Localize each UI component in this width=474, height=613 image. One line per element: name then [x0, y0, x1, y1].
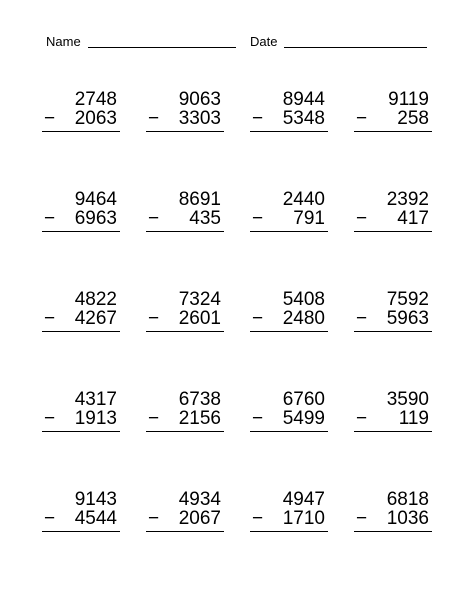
subtraction-problem	[354, 390, 432, 434]
date-blank-line[interactable]	[284, 47, 427, 48]
worksheet-header	[46, 34, 430, 50]
subtrahend: 5963	[386, 308, 429, 329]
minuend: 2440	[282, 189, 325, 210]
subtrahend: 4544	[74, 508, 117, 529]
minus-sign: −	[356, 108, 368, 129]
minuend: 9464	[74, 189, 117, 210]
subtraction-problem	[250, 190, 328, 234]
minuend: 7592	[386, 289, 429, 310]
answer-line[interactable]	[354, 331, 432, 332]
minus-sign: −	[356, 408, 368, 429]
subtrahend: 119	[398, 408, 429, 429]
subtraction-problem	[354, 290, 432, 334]
answer-line[interactable]	[146, 531, 224, 532]
answer-line[interactable]	[42, 131, 120, 132]
date-label: Date	[250, 34, 278, 49]
minus-sign: −	[356, 208, 368, 229]
subtraction-problem	[354, 90, 432, 134]
subtrahend: 791	[293, 208, 325, 229]
minus-sign: −	[148, 308, 160, 329]
minuend: 9063	[178, 89, 221, 110]
answer-line[interactable]	[250, 231, 328, 232]
subtrahend: 1036	[386, 508, 429, 529]
minus-sign: −	[44, 508, 56, 529]
subtraction-problem	[250, 490, 328, 534]
answer-line[interactable]	[146, 131, 224, 132]
minuend: 8944	[282, 89, 325, 110]
minus-sign: −	[148, 108, 160, 129]
minuend: 6818	[386, 489, 429, 510]
subtrahend: 4267	[74, 308, 117, 329]
minus-sign: −	[252, 208, 264, 229]
minuend: 9143	[74, 489, 117, 510]
subtraction-problem	[42, 90, 120, 134]
minus-sign: −	[44, 108, 56, 129]
answer-line[interactable]	[42, 331, 120, 332]
answer-line[interactable]	[146, 231, 224, 232]
answer-line[interactable]	[146, 331, 224, 332]
subtrahend: 435	[189, 208, 221, 229]
minus-sign: −	[44, 408, 56, 429]
minuend: 9119	[388, 89, 429, 110]
subtraction-problem	[354, 190, 432, 234]
minus-sign: −	[252, 408, 264, 429]
minuend: 4317	[74, 389, 117, 410]
subtraction-problem	[250, 290, 328, 334]
answer-line[interactable]	[250, 331, 328, 332]
subtraction-problem	[250, 90, 328, 134]
subtrahend: 5499	[282, 408, 325, 429]
minuend: 6738	[178, 389, 221, 410]
subtrahend: 2067	[178, 508, 221, 529]
subtraction-problem	[146, 190, 224, 234]
minus-sign: −	[252, 308, 264, 329]
answer-line[interactable]	[42, 431, 120, 432]
name-blank-line[interactable]	[88, 47, 236, 48]
subtrahend: 1913	[74, 408, 117, 429]
subtrahend: 3303	[178, 108, 221, 129]
subtrahend: 2601	[178, 308, 221, 329]
minus-sign: −	[356, 308, 368, 329]
minuend: 4934	[178, 489, 221, 510]
answer-line[interactable]	[354, 431, 432, 432]
subtraction-problem-grid	[42, 90, 434, 540]
subtrahend: 2480	[282, 308, 325, 329]
minus-sign: −	[44, 208, 56, 229]
answer-line[interactable]	[250, 531, 328, 532]
minuend: 3590	[386, 389, 429, 410]
subtrahend: 2156	[178, 408, 221, 429]
subtraction-problem	[146, 290, 224, 334]
subtraction-problem	[146, 490, 224, 534]
minuend: 7324	[178, 289, 221, 310]
subtrahend: 1710	[282, 508, 325, 529]
subtraction-problem	[146, 390, 224, 434]
minuend: 4822	[74, 289, 117, 310]
subtraction-problem	[354, 490, 432, 534]
subtraction-problem	[250, 390, 328, 434]
minuend: 4947	[282, 489, 325, 510]
answer-line[interactable]	[354, 231, 432, 232]
minuend: 2748	[74, 89, 117, 110]
subtrahend: 2063	[74, 108, 117, 129]
subtraction-problem	[42, 190, 120, 234]
answer-line[interactable]	[146, 431, 224, 432]
minus-sign: −	[148, 508, 160, 529]
subtrahend: 5348	[282, 108, 325, 129]
minuend: 8691	[178, 189, 221, 210]
subtrahend: 417	[397, 208, 429, 229]
minuend: 6760	[282, 389, 325, 410]
minus-sign: −	[252, 108, 264, 129]
answer-line[interactable]	[42, 531, 120, 532]
subtraction-problem	[42, 290, 120, 334]
subtraction-problem	[146, 90, 224, 134]
answer-line[interactable]	[250, 431, 328, 432]
subtrahend: 258	[397, 108, 429, 129]
minus-sign: −	[252, 508, 264, 529]
subtraction-problem	[42, 390, 120, 434]
subtraction-problem	[42, 490, 120, 534]
minus-sign: −	[148, 408, 160, 429]
answer-line[interactable]	[42, 231, 120, 232]
minuend: 5408	[282, 289, 325, 310]
minus-sign: −	[356, 508, 368, 529]
subtrahend: 6963	[74, 208, 117, 229]
answer-line[interactable]	[354, 131, 432, 132]
answer-line[interactable]	[354, 531, 432, 532]
answer-line[interactable]	[250, 131, 328, 132]
minus-sign: −	[148, 208, 160, 229]
name-label: Name	[46, 34, 81, 49]
minuend: 2392	[386, 189, 429, 210]
minus-sign: −	[44, 308, 56, 329]
